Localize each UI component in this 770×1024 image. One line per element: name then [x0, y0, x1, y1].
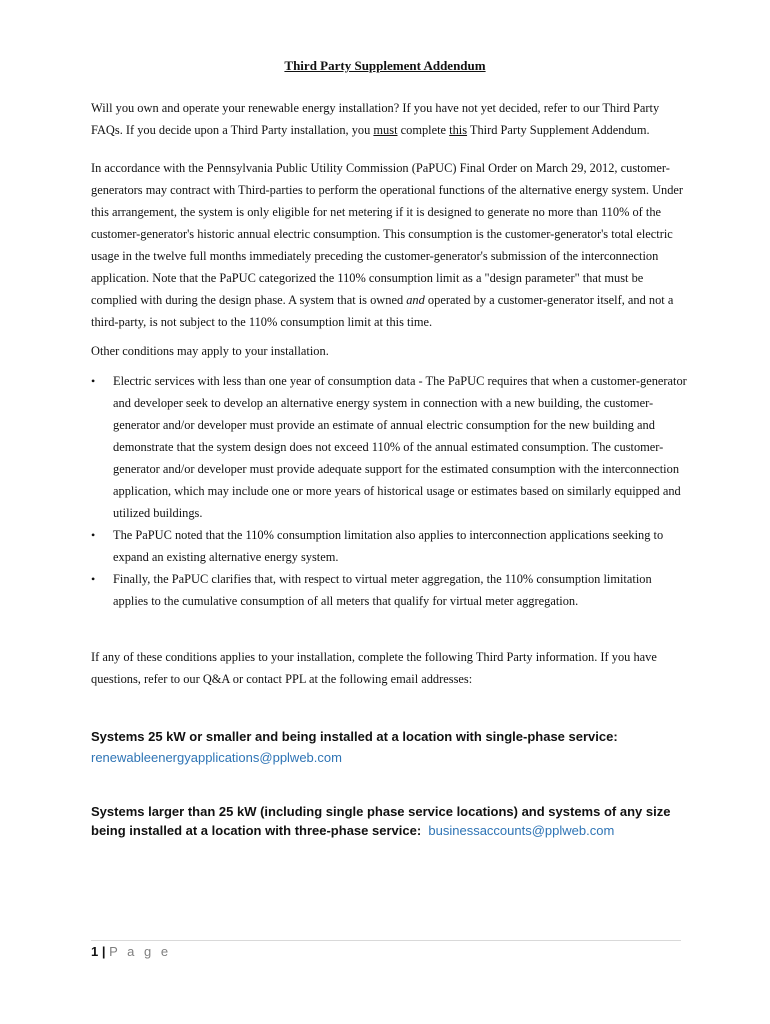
- intro-paragraph: [91, 97, 687, 141]
- large-systems-heading: [91, 802, 691, 840]
- papuc-text-1: In accordance with the Pennsylvania Public Utility Commission (PaPUC) Final Order on March 29, 2012, customer-generators may contract with Third-parties to perform the operational functions of the alternative energy system. Under this arrangement, the system is only eligible for net metering if it is designed to generate no more than 110% of the customer-generator's historic annual electric consumption. This consumption is the customer-generator's total electric usage in the twelve full months immediately preceding the customer-generator's submission of the interconnection application. Note that the PaPUC categorized the 110% consumption limit as a "design parameter" that must be complied with during the design phase. A system that is owned: [91, 161, 684, 307]
- conditions-list: [91, 370, 687, 612]
- intro-text-3: Third Party Supplement Addendum.: [467, 123, 650, 137]
- document-title: Third Party Supplement Addendum: [284, 58, 486, 73]
- page-number: 1: [91, 944, 99, 959]
- intro-must: must: [373, 123, 398, 137]
- list-item-text: Electric services with less than one year of consumption data - The PaPUC requires that when a customer-generator and developer seek to develop an alternative energy system in connection with a new building, the customer-generator and/or developer must provide an estimate of annual electric consumption for the new building and demonstrate that the system design does not exceed 110% of the annual estimated consumption. The customer-generator and/or developer must provide adequate support for the estimated consumption with the interconnection application, which may include one or more years of historical usage or estimates based on similarly equipped and utilized buildings.: [113, 374, 687, 520]
- intro-text-1: Will you own and operate your renewable energy installation? If you have not yet decided, refer to our Third Party FAQs. If you decide upon a Third Party installation, you: [91, 101, 660, 137]
- large-systems-heading-text: Systems larger than 25 kW (including single phase service locations) and systems of any size being installed at a location with three-phase service:: [91, 804, 671, 838]
- list-item-text: The PaPUC noted that the 110% consumption limitation also applies to interconnection applications seeking to expand an existing alternative energy system.: [113, 528, 664, 564]
- large-systems-email-link[interactable]: businessaccounts@pplweb.com: [428, 823, 615, 838]
- list-item: [91, 568, 687, 612]
- other-conditions: Other conditions may apply to your installation.: [91, 344, 329, 358]
- footer-divider: [91, 940, 681, 941]
- intro-this: this: [449, 123, 468, 137]
- intro-text-2: complete: [397, 123, 450, 137]
- page-label: P a g e: [109, 944, 172, 959]
- papuc-paragraph: [91, 157, 687, 333]
- papuc-and: and: [406, 293, 425, 307]
- small-systems-email-link[interactable]: renewableenergyapplications@pplweb.com: [91, 750, 342, 765]
- list-item-text: Finally, the PaPUC clarifies that, with respect to virtual meter aggregation, the 110% consumption limitation applies to the cumulative consumption of all meters that qualify for virtual meter aggregation.: [113, 572, 652, 608]
- contact-intro: If any of these conditions applies to your installation, complete the following Third Party information. If you have questions, refer to our Q&A or contact PPL at the following email addresses:: [91, 650, 657, 686]
- papuc-text-2: operated by a customer-generator itself, and not a third-party, is not subject to the 110% consumption limit at this time.: [91, 293, 674, 329]
- footer-separator: |: [101, 944, 106, 959]
- list-item: [91, 524, 687, 568]
- small-systems-heading: Systems 25 kW or smaller and being installed at a location with single-phase service:: [91, 729, 618, 744]
- list-item: [91, 370, 687, 524]
- bullet-icon: •: [91, 374, 96, 388]
- page-footer: [91, 944, 171, 959]
- bullet-icon: •: [91, 528, 96, 542]
- bullet-icon: •: [91, 572, 96, 586]
